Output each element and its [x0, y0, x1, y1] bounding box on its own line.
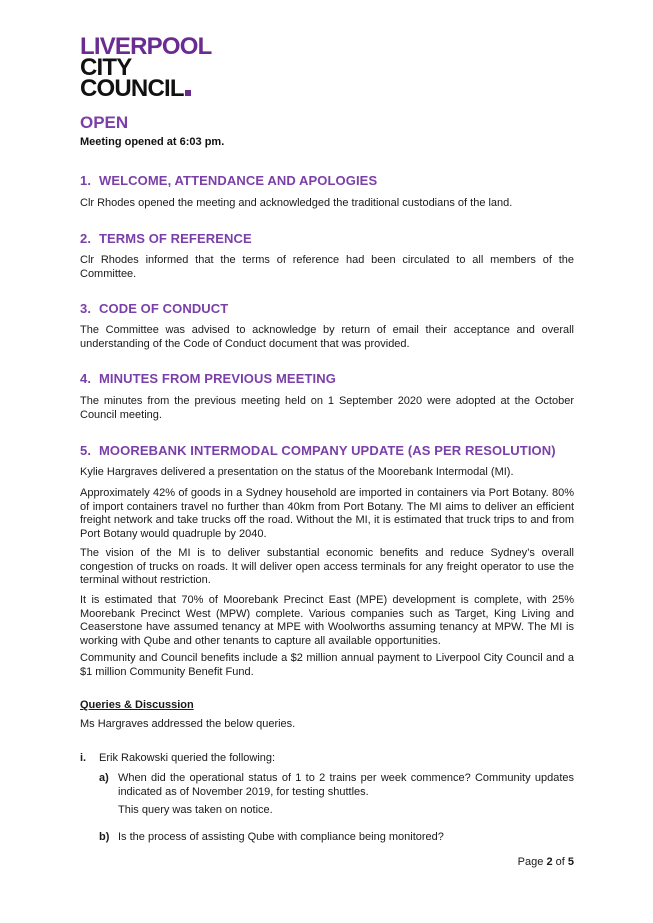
page-number: Page 2 of 5: [517, 856, 574, 868]
list-item-text-i: Erik Rakowski queried the following:: [99, 752, 276, 764]
section-5-paragraph-2: Approximately 42% of goods in a Sydney household are imported in containers via Port Botany. 80% of import containers travel no further than 40km from Port Botany. The MI aims to deliver an efficient freight network and take trucks off the road. Without the MI, it is estimated that truck trips to and from Port Botany would quadruple by 2040.: [80, 487, 574, 540]
section-2-paragraph: Clr Rhodes informed that the terms of reference had been circulated to all members of the Committee.: [80, 254, 574, 280]
section-5-paragraph-1: Kylie Hargraves delivered a presentation on the status of the Moorebank Intermodal (MI).: [80, 466, 514, 478]
section-5-paragraph-4: It is estimated that 70% of Moorebank Precinct East (MPE) development is complete, with 25% Moorebank Precinct West (MPW) complete. Various companies such as Target, King Living and Ceaserstone have assumed tenancy at MPE with Woolworths assuming tenancy at MPW. The MI is working with Qube and other tenants to capture all available opportunities.: [80, 594, 574, 647]
sub-item-text-a: When did the operational status of 1 to 2 trains per week commence? Community updates indicated as of November 2019, for testing shuttles.: [118, 772, 574, 798]
section-heading-1: 1. WELCOME, ATTENDANCE AND APOLOGIES: [80, 173, 378, 188]
section-5-paragraph-5: Community and Council benefits include a $2 million annual payment to Liverpool City Council and a $1 million Community Benefit Fund.: [80, 652, 574, 678]
sub-item-label-a: a): [99, 772, 109, 784]
section-4-paragraph: The minutes from the previous meeting held on 1 September 2020 were adopted at the October Council meeting.: [80, 395, 574, 421]
liverpool-city-council-logo: [80, 33, 230, 102]
section-heading-5: 5. MOOREBANK INTERMODAL COMPANY UPDATE (AS PER RESOLUTION): [80, 443, 556, 458]
section-heading-4: 4. MINUTES FROM PREVIOUS MEETING: [80, 371, 336, 386]
sub-item-label-b: b): [99, 831, 110, 843]
section-heading-3: 3. CODE OF CONDUCT: [80, 301, 229, 316]
logo-line-1: LIVERPOOL: [80, 33, 212, 60]
list-item-label-i: i.: [80, 752, 87, 764]
section-3-paragraph: The Committee was advised to acknowledge by return of email their acceptance and overall understanding of the Code of Conduct document that was provided.: [80, 324, 574, 350]
queries-heading: Queries & Discussion: [80, 699, 194, 711]
section-5-paragraph-3: The vision of the MI is to deliver substantial economic benefits and reduce Sydney’s overall congestion of trucks on roads. It will deliver open access terminals for any freight operator to use the terminal without restriction.: [80, 547, 574, 587]
logo-line-2: CITY: [80, 54, 132, 81]
sub-item-text-b: Is the process of assisting Qube with compliance being monitored?: [118, 831, 444, 843]
queries-intro: Ms Hargraves addressed the below queries.: [80, 718, 296, 730]
sub-item-answer-a: This query was taken on notice.: [118, 804, 273, 816]
meeting-opened-text: Meeting opened at 6:03 pm.: [80, 136, 225, 148]
logo-line-3: COUNCIL: [80, 78, 230, 99]
section-1-paragraph: Clr Rhodes opened the meeting and acknowledged the traditional custodians of the land.: [80, 197, 513, 209]
logo-dot-icon: [185, 90, 191, 96]
open-title: OPEN: [80, 113, 129, 132]
section-heading-2: 2. TERMS OF REFERENCE: [80, 231, 252, 246]
